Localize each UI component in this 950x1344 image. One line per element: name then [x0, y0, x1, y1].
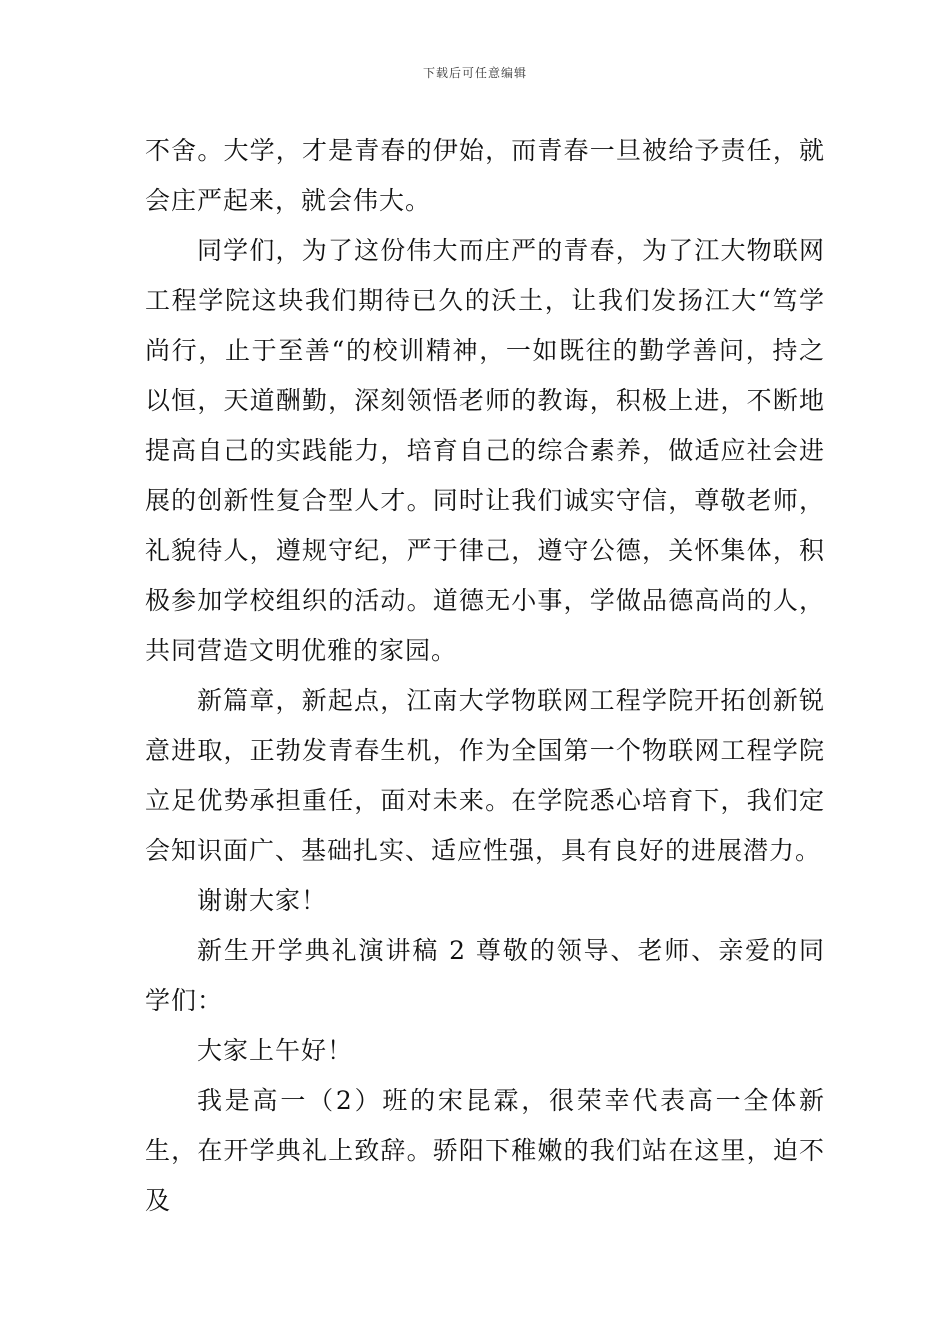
paragraph-6: 大家上午好！: [197, 1036, 354, 1065]
paragraph-2: 同学们，为了这份伟大而庄严的青春，为了江大物联网工程学院这块我们期待已久的沃土，让我们发扬江大“笃学尚行，止于至善“的校训精神，一如既往的勤学善问，持之以恒，天道酬勤，深刻领悟老师的教诲，积极上进，不断地提高自己的实践能力，培育自己的综合素养，做适应社会进展的创新性复合型人才。同时让我们诚实守信，尊敬老师，礼貌待人，遵规守纪，严于律己，遵守公德，关怀集体，积极参加学校组织的活动。道德无小事，学做品德高尚的人，共同营造文明优雅的家园。: [145, 236, 825, 665]
page-header: 下载后可任意编辑: [422, 66, 527, 80]
paragraph-4: 谢谢大家！: [197, 886, 328, 915]
paragraph-1: 不舍。大学，才是青春的伊始，而青春一旦被给予责任，就会庄严起来，就会伟大。: [145, 136, 825, 215]
paragraph-7: 我是高一（2）班的宋昆霖，很荣幸代表高一全体新生，在开学典礼上致辞。骄阳下稚嫩的我们站在这里，迫不及: [145, 1086, 825, 1215]
paragraph-3: 新篇章，新起点，江南大学物联网工程学院开拓创新锐意进取，正勃发青春生机，作为全国第一个物联网工程学院立足优势承担重任，面对未来。在学院悉心培育下，我们定会知识面广、基础扎实、适应性强，具有良好的进展潜力。: [145, 686, 825, 865]
paragraph-5: 新生开学典礼演讲稿 2 尊敬的领导、老师、亲爱的同学们：: [145, 936, 825, 1015]
document-body: [145, 126, 825, 1226]
